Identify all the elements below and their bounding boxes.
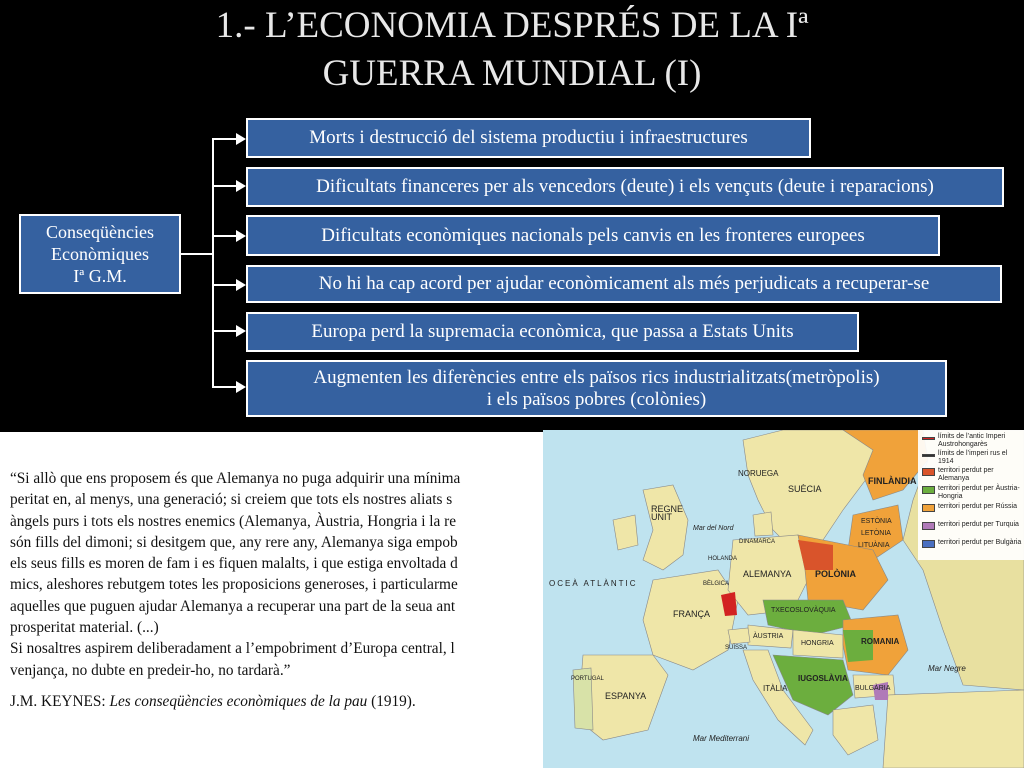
quote-line: peritat en, al menys, una generació; si creiem que tots els nostres aliats s (10, 491, 453, 509)
map-label: PORTUGAL (571, 676, 604, 682)
consequence-box-3 (246, 215, 940, 256)
arrow-icon (236, 279, 246, 291)
connector-horizontal-root (181, 253, 213, 255)
legend-swatch (922, 522, 935, 530)
map-label: Mar Mediterrani (693, 734, 750, 743)
root-line: Econòmiques (51, 244, 149, 264)
map-label: ITÀLIA (763, 684, 788, 693)
legend-swatch (922, 540, 935, 548)
map-label: ALEMANYA (743, 569, 792, 579)
connector-vertical (212, 138, 214, 388)
consequence-box-5 (246, 312, 859, 352)
legend-label: territori perdut per Turquia (938, 521, 1019, 528)
quote-author: J.M. KEYNES: (10, 692, 110, 710)
map-label: ESTÒNIA (861, 518, 892, 525)
legend-label: territori perdut per Alemanya (938, 467, 994, 482)
consequence-box-2 (246, 167, 1004, 207)
legend-swatch (922, 468, 935, 476)
legend-swatch (922, 437, 935, 440)
map-label: REGNE UNIT (651, 504, 684, 522)
quote-line: àngels purs i tots els nostres enemics (Alemanya, Àustria, Hongria i la re (10, 512, 457, 530)
legend-label: límits de l’antic Imperi Austrohongarès (938, 433, 1006, 448)
root-line: Iª G.M. (73, 266, 127, 286)
connector-branch-6 (212, 386, 236, 388)
map-label: DINAMARCA (739, 539, 776, 545)
page-title (0, 2, 1024, 98)
map-label: BULGÀRIA (855, 685, 891, 692)
map-label: POLÒNIA (815, 569, 857, 579)
quote-line: venjança, no dubte en predeir-ho, no tardarà.” (10, 661, 291, 679)
quote-line: Si nosaltres aspirem deliberadament a l’empobriment d’Europa central, l (10, 640, 455, 658)
quote-line: els seus fills es moren de fam i es fiquen malalts, i que estiga envoltada d (10, 555, 458, 573)
legend-label: límits de l’imperi rus el 1914 (938, 450, 1008, 465)
quote-line: prosperitat material. (...) (10, 619, 159, 637)
legend-label: territori perdut per Bulgària (938, 539, 1022, 546)
legend-label: territori perdut per Àustria-Hongria (938, 485, 1020, 500)
map-legend (918, 430, 1024, 560)
legend-swatch (922, 504, 935, 512)
map-label: Mar Negre (928, 664, 966, 673)
root-consequences-box (19, 214, 181, 294)
legend-swatch (922, 486, 935, 494)
map-label: IUGOSLÀVIA (798, 674, 848, 683)
map-label: FINLÀNDIA (868, 476, 917, 486)
map-label: SUÏSSA (725, 645, 748, 651)
map-label: OCEÀ ATLÀNTIC (549, 579, 638, 588)
consequence-text: Augmenten les diferències entre els països rics industrialitzats(metròpolis) (313, 366, 880, 388)
map-label: LETÒNIA (861, 530, 891, 537)
consequence-box-4 (246, 265, 1002, 303)
consequence-text: Dificultats financeres per als vencedors (deute) i els vençuts (deute i reparacions) (316, 176, 934, 197)
title-line-2: GUERRA MUNDIAL (I) (322, 53, 702, 94)
connector-branch-1 (212, 138, 236, 140)
consequence-text: Morts i destrucció del sistema productiu i infraestructures (309, 127, 748, 148)
arrow-icon (236, 133, 246, 145)
map-label: SUÈCIA (788, 484, 822, 494)
connector-branch-4 (212, 284, 236, 286)
quote-panel (0, 432, 600, 768)
root-line: Conseqüències (46, 222, 154, 242)
map-label: FRANÇA (673, 609, 711, 619)
connector-branch-5 (212, 330, 236, 332)
map-label: NORUEGA (738, 469, 779, 478)
map-label: Mar del Nord (693, 525, 734, 532)
quote-citation (10, 691, 610, 712)
title-line-1: 1.- L’ECONOMIA DESPRÉS DE LA Iª (215, 5, 809, 46)
consequence-box-1 (246, 118, 811, 158)
arrow-icon (236, 325, 246, 337)
quote-line: són fills del dimoni; si desitgem que, any rere any, Alemanya siga empob (10, 533, 458, 551)
connector-branch-2 (212, 185, 236, 187)
consequence-text: i els països pobres (colònies) (486, 388, 707, 410)
quote-line: aquelles que puguen ajudar Alemanya a recuperar una part de la seua ant (10, 597, 456, 615)
quote-line: mics, aleshores rebutgem totes les proposicions generoses, i particularme (10, 576, 458, 594)
consequence-text: No hi ha cap acord per ajudar econòmicament als més perjudicats a recuperar-se (318, 273, 930, 294)
map-label: BÈLGICA (703, 581, 730, 587)
consequence-box-6 (246, 360, 947, 417)
europe-map (543, 430, 1024, 768)
consequence-text: Dificultats econòmiques nacionals pels canvis en les fronteres europees (321, 224, 865, 246)
legend-swatch (922, 454, 935, 457)
map-label: HOLANDA (708, 556, 738, 562)
map-label: TXECOSLOVÀQUIA (771, 607, 836, 614)
connector-branch-3 (212, 235, 236, 237)
quote-work-title: Les conseqüències econòmiques de la pau (109, 692, 368, 710)
map-label: ROMANIA (861, 637, 900, 646)
quote-year: (1919). (367, 692, 416, 710)
arrow-icon (236, 180, 246, 192)
quote-line: “Si allò que ens proposem és que Alemanya no puga adquirir una mínima (10, 470, 461, 487)
legend-label: territori perdut per Rússia (938, 503, 1017, 510)
arrow-icon (236, 381, 246, 393)
map-label: LITUÀNIA (858, 542, 890, 549)
map-label: ESPANYA (605, 691, 647, 701)
keynes-quote (10, 468, 610, 712)
map-label: ÀUSTRIA (753, 633, 784, 640)
arrow-icon (236, 230, 246, 242)
map-label: HONGRIA (801, 640, 834, 647)
consequence-text: Europa perd la supremacia econòmica, que passa a Estats Units (311, 321, 794, 342)
